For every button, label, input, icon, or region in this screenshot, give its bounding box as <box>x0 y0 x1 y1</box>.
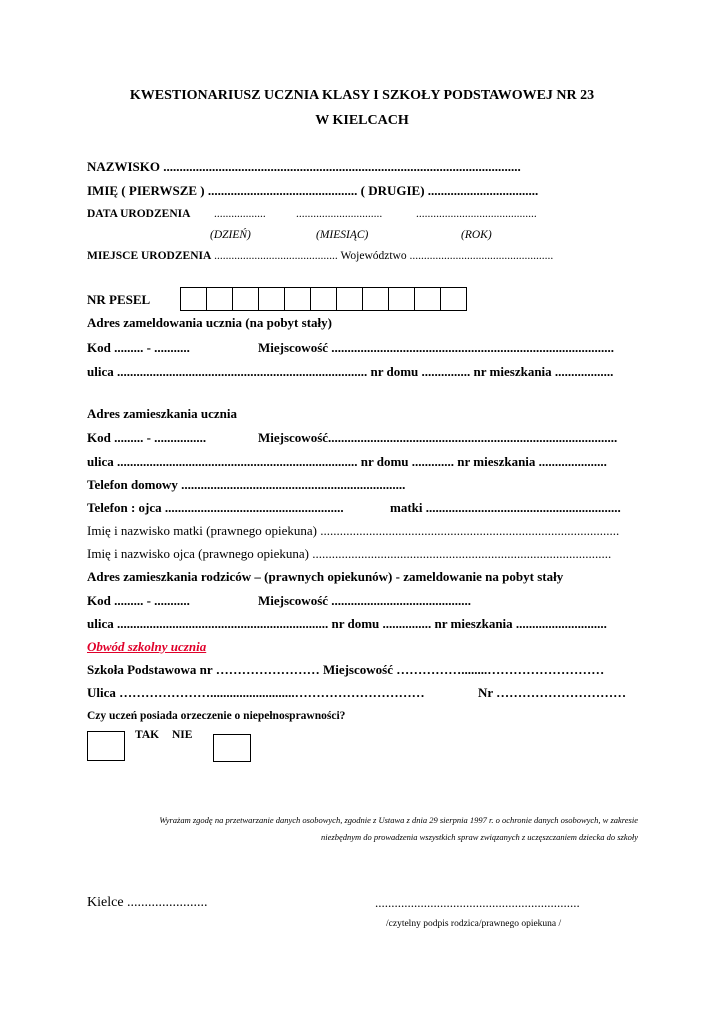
first-names-field[interactable]: IMIĘ ( PIERWSZE ) .............................................. ( DRUGIE) .................................. <box>87 183 539 198</box>
yes-label: TAK <box>135 729 160 741</box>
no-label: NIE <box>172 729 193 741</box>
pesel-digit-10[interactable] <box>415 288 441 310</box>
birth-date-label: DATA URODZENIA <box>87 208 191 220</box>
mother-phone-field[interactable]: matki ............................................................ <box>390 500 621 515</box>
pesel-digit-3[interactable] <box>233 288 259 310</box>
home-phone-field[interactable]: Telefon domowy ..................................................................... <box>87 477 406 492</box>
birth-day-field[interactable]: .................. <box>214 208 266 220</box>
no-checkbox[interactable] <box>213 734 251 762</box>
father-name-field[interactable]: Imię i nazwisko ojca (prawnego opiekuna) ............................................................................................ <box>87 546 612 561</box>
pesel-digit-11[interactable] <box>441 288 466 310</box>
disability-question: Czy uczeń posiada orzeczenie o niepełnosprawności? <box>87 710 346 722</box>
residence-city-field[interactable]: Miejscowość......................................................................................... <box>258 430 618 445</box>
registered-city-field[interactable]: Miejscowość ....................................................................................... <box>258 340 615 355</box>
year-caption: (ROK) <box>461 229 492 241</box>
residence-address-heading: Adres zamieszkania ucznia <box>87 406 237 421</box>
pesel-digit-5[interactable] <box>285 288 311 310</box>
day-caption: (DZIEŃ) <box>210 229 251 241</box>
pesel-digit-4[interactable] <box>259 288 285 310</box>
school-district-heading: Obwód szkolny ucznia <box>87 639 207 654</box>
mother-name-field[interactable]: Imię i nazwisko matki (prawnego opiekuna) ............................................................................................ <box>87 523 620 538</box>
pesel-digit-9[interactable] <box>389 288 415 310</box>
place-date-field[interactable]: Kielce ....................... <box>87 895 208 910</box>
pesel-digit-7[interactable] <box>337 288 363 310</box>
registered-address-heading: Adres zameldowania ucznia (na pobyt stały) <box>87 315 332 330</box>
registered-postal-code-field[interactable]: Kod ......... - ........... <box>87 340 190 355</box>
form-title-line2: W KIELCACH <box>315 113 409 128</box>
father-phone-field[interactable]: Telefon : ojca ....................................................... <box>87 500 344 515</box>
pesel-digit-2[interactable] <box>207 288 233 310</box>
residence-street-field[interactable]: ulica .......................................................................... nr domu ............. nr mieszkania ..................... <box>87 454 607 469</box>
consent-text-line2: niezbędnym do prowadzenia wszystkich spraw związanych z uczęszczaniem dziecka do szkoły <box>321 832 638 842</box>
signature-field[interactable]: ............................................................... <box>375 895 580 910</box>
birthplace-field[interactable]: ........................................... Województwo .................................................. <box>211 250 554 262</box>
signature-caption: /czytelny podpis rodzica/prawnego opiekuna / <box>386 919 562 929</box>
surname-field[interactable]: NAZWISKO .............................................................................................................. <box>87 159 521 174</box>
form-title-line1: KWESTIONARIUSZ UCZNIA KLASY I SZKOŁY PODSTAWOWEJ NR 23 <box>129 88 595 103</box>
residence-postal-code-field[interactable]: Kod ......... - ................ <box>87 430 207 445</box>
registered-street-field[interactable]: ulica ............................................................................. nr domu ............... nr mieszkania .................. <box>87 364 614 379</box>
pesel-digit-6[interactable] <box>311 288 337 310</box>
pesel-digit-1[interactable] <box>181 288 207 310</box>
month-caption: (MIESIĄC) <box>316 229 369 241</box>
parents-street-field[interactable]: ulica ................................................................. nr domu ............... nr mieszkania ............................ <box>87 616 607 631</box>
parents-city-field[interactable]: Miejscowość ........................................... <box>258 593 472 608</box>
pesel-label: NR PESEL <box>87 292 151 307</box>
pesel-digit-8[interactable] <box>363 288 389 310</box>
district-school-field[interactable]: Szkoła Podstawowa nr …………………… Miejscowość ……………........……………………… <box>87 662 605 677</box>
district-street-field[interactable]: Ulica …………………..........................………………………… <box>87 685 425 700</box>
district-number-field[interactable]: Nr ………………………… <box>478 685 627 700</box>
pesel-input-grid[interactable] <box>180 287 467 311</box>
birthplace-row[interactable] <box>87 248 553 264</box>
birthplace-label: MIEJSCE URODZENIA <box>87 250 212 262</box>
parents-postal-code-field[interactable]: Kod ......... - ........... <box>87 593 190 608</box>
parents-address-heading: Adres zamieszkania rodziców – (prawnych opiekunów) - zameldowanie na pobyt stały <box>87 569 564 584</box>
yes-checkbox[interactable] <box>87 731 125 761</box>
birth-month-field[interactable]: .............................. <box>296 208 383 220</box>
birth-year-field[interactable]: .......................................... <box>416 208 537 220</box>
consent-text-line1: Wyrażam zgodę na przetwarzanie danych osobowych, zgodnie z Ustawa z dnia 29 sierpnia 1997 r. o ochronie danych osobowych, w zakresie <box>159 815 638 825</box>
